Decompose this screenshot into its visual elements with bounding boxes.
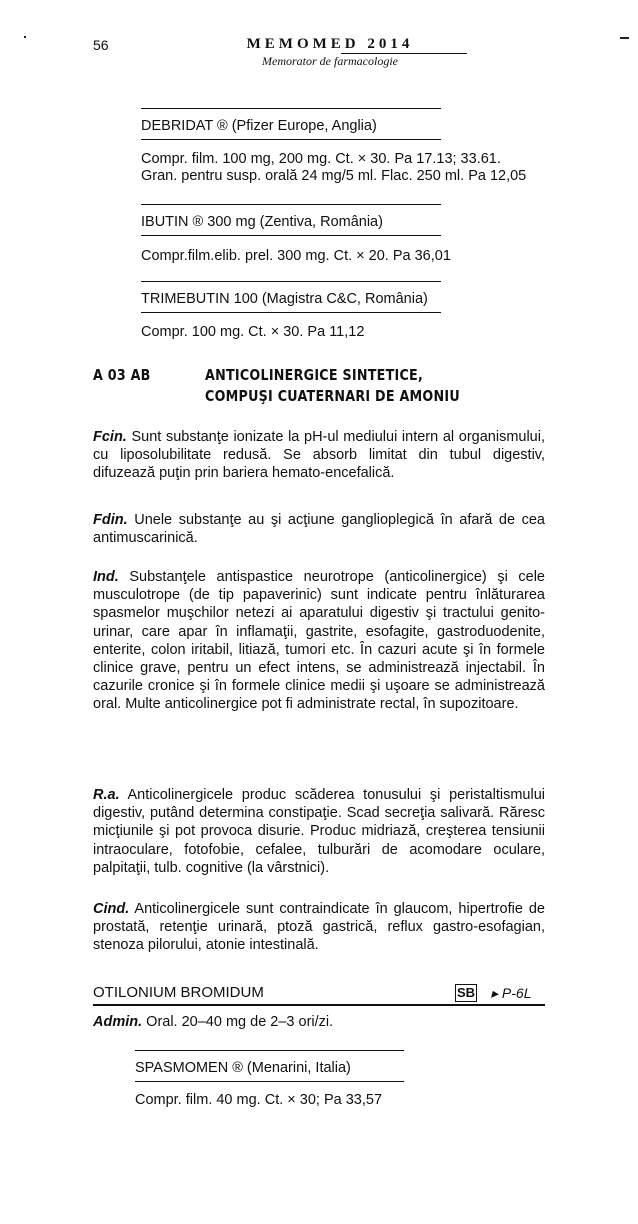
product-bottom-rule (141, 312, 441, 313)
margin-dash (620, 37, 629, 39)
paragraph-fcin (93, 428, 545, 483)
running-header (190, 37, 470, 67)
paragraph-ind (93, 568, 545, 714)
product-top-rule (141, 281, 441, 282)
product-detail: Compr. 100 mg. Ct. × 30. Pa 11,12 (141, 324, 365, 340)
admin-text: Oral. 20–40 mg de 2–3 ori/zi. (142, 1014, 334, 1030)
drug-underline (93, 1004, 545, 1006)
product-detail: Compr.film.elib. prel. 300 mg. Ct. × 20. Pa 36,01 (141, 248, 451, 264)
product-top-rule (141, 108, 441, 109)
paragraph-label: Fdin. (93, 512, 128, 528)
paragraph-label: Cind. (93, 901, 130, 917)
product-top-rule (141, 204, 441, 205)
product-name: IBUTIN ® 300 mg (Zentiva, România) (141, 214, 383, 230)
section-title-line2: COMPUŞI CUATERNARI DE AMONIU (205, 387, 460, 405)
product-name: TRIMEBUTIN 100 (Magistra C&C, România) (141, 291, 428, 307)
paragraph-label: Fcin. (93, 429, 127, 445)
product-detail: Compr. film. 100 mg, 200 mg. Ct. × 30. Pa 17.13; 33.61. (141, 151, 501, 167)
paragraph-text: Unele substanţe au şi acţiune ganglioplegică în afară de cea antimuscarinică. (93, 512, 545, 547)
scan-speck (24, 36, 26, 38)
running-header-title: MEMOMED 2014 (246, 36, 414, 52)
paragraph-label: Ind. (93, 569, 119, 585)
drug-name: OTILONIUM BROMIDUM (93, 984, 264, 1001)
paragraph-text: Anticolinergicele sunt contraindicate în glaucom, hipertrofie de prostată, retenţie urinară, ptoză gastrică, reflux gastro-esofagian, stenoza pilorului, atonie intestinală. (93, 901, 545, 954)
sb-badge: SB (456, 985, 476, 1000)
product-top-rule (135, 1050, 404, 1051)
paragraph-ra (93, 786, 545, 877)
admin-label: Admin. (93, 1014, 143, 1030)
paragraph-text: Substanţele antispastice neurotrope (anticolinergice) şi cele musculotrope (de tip papaverinic) sunt indicate pentru înlăturarea spasmelor muşchilor netezi ai aparatului digestiv şi tractului genito-urinar, care apar în inflamaţii, gastrite, esofagite, gastroduodenite, enterite, colon iritabil, litiază, tumori etc. În cazuri acute şi în formele clinice grave, pentru un efect intens, se administrează injectabil. În cazurile cronice şi în formele clinice medii şi uşoare se administrează oral. Multe anticolinergice pot fi administrate rectal, în supozitoare. (93, 569, 545, 713)
product-bottom-rule (141, 235, 441, 236)
paragraph-cind (93, 900, 545, 955)
section-title-line1: ANTICOLINERGICE SINTETICE, (205, 366, 424, 384)
product-name: SPASMOMEN ® (Menarini, Italia) (135, 1060, 351, 1076)
cross-reference: ▸ P-6L (491, 985, 532, 1001)
paragraph-text: Anticolinergicele produc scăderea tonusului şi peristaltismului digestiv, putând determina constipaţie. Scad secreţia salivară. Răresc micţiunile şi pot provoca disurie. Produc midriază, creşterea tensiunii intraoculare, fotofobie, cefalee, tulburări de acomodare oculare, palpitaţii, tulb. cognitive (la vârstnici). (93, 787, 545, 876)
product-name: DEBRIDAT ® (Pfizer Europe, Anglia) (141, 118, 377, 134)
page-number: 56 (93, 37, 109, 53)
section-code: A 03 AB (93, 366, 151, 384)
paragraph-text: Sunt substanţe ionizate la pH-ul mediului intern al organismului, cu liposolubilitate redusă. Se absorb limitat din tubul digestiv, difuzează puţin prin bariera hemato-encefalică. (93, 429, 545, 482)
product-bottom-rule (135, 1081, 404, 1082)
product-detail: Gran. pentru susp. orală 24 mg/5 ml. Flac. 250 ml. Pa 12,05 (141, 168, 527, 184)
admin-line (93, 1013, 333, 1031)
header-underline (341, 53, 467, 54)
running-header-subtitle: Memorator de farmacologie (262, 54, 398, 68)
paragraph-label: R.a. (93, 787, 120, 803)
product-bottom-rule (141, 139, 441, 140)
product-detail: Compr. film. 40 mg. Ct. × 30; Pa 33,57 (135, 1092, 383, 1108)
paragraph-fdin (93, 511, 545, 547)
